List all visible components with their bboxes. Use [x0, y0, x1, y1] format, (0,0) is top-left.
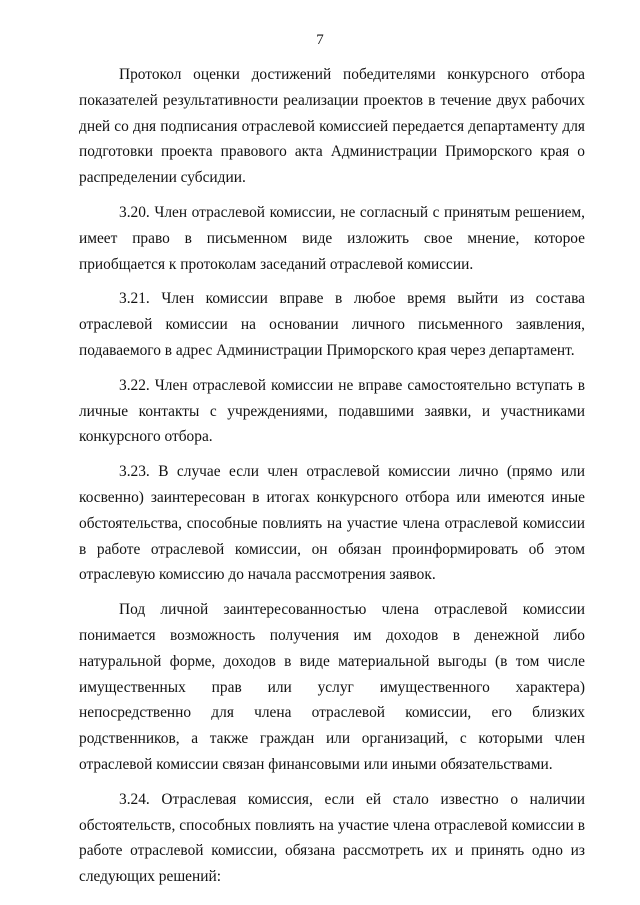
paragraph-personal-interest: Под личной заинтересованностью члена отраслевой комиссии понимается возможность получения им доходов в денежной либо натуральной форме, доходов в виде материальной выгоды (в том числе имущественных прав или услуг имущественного характера) непосредственно для члена отраслевой комиссии, его близких родственников, а также граждан или организаций, с которыми член отраслевой комиссии связан финансовыми или иными обязательствами. [79, 601, 585, 773]
paragraph-3-21: 3.21. Член комиссии вправе в любое время выйти из состава отраслевой комиссии на основании личного письменного заявления, подаваемого в адрес Администрации Приморского края через департамент. [79, 290, 585, 359]
paragraph-3-20: 3.20. Член отраслевой комиссии, не согласный с принятым решением, имеет право в письменном виде изложить свое мнение, которое приобщается к протоколам заседаний отраслевой комиссии. [79, 203, 585, 273]
paragraph-3-22: 3.22. Член отраслевой комиссии не вправе самостоятельно вступать в личные контакты с учреждениями, подавшими заявки, и участниками конкурсного отбора. [79, 376, 585, 446]
paragraph-3-24: 3.24. Отраслевая комиссия, если ей стало известно о наличии обстоятельств, способных повлиять на участие члена отраслевой комиссии в работе отраслевой комиссии, обязана рассмотреть их и принять одно из следующих решений: [79, 790, 585, 886]
paragraph-3-23: 3.23. В случае если член отраслевой комиссии лично (прямо или косвенно) заинтересован в итогах конкурсного отбора или имеются иные обстоятельства, способные повлиять на участие члена отраслевой комиссии в работе отраслевой комиссии, он обязан проинформировать об этом отраслевую комиссию до начала рассмотрения заявок. [79, 463, 585, 584]
page-number: 7 [316, 32, 324, 48]
paragraph-protocol: Протокол оценки достижений победителями конкурсного отбора показателей результативности реализации проектов в течение двух рабочих дней со дня подписания отраслевой комиссией передается департаменту для подготовки проекта правового акта Администрации Приморского края о распределении субсидии. [79, 66, 585, 187]
document-body [79, 62, 585, 899]
